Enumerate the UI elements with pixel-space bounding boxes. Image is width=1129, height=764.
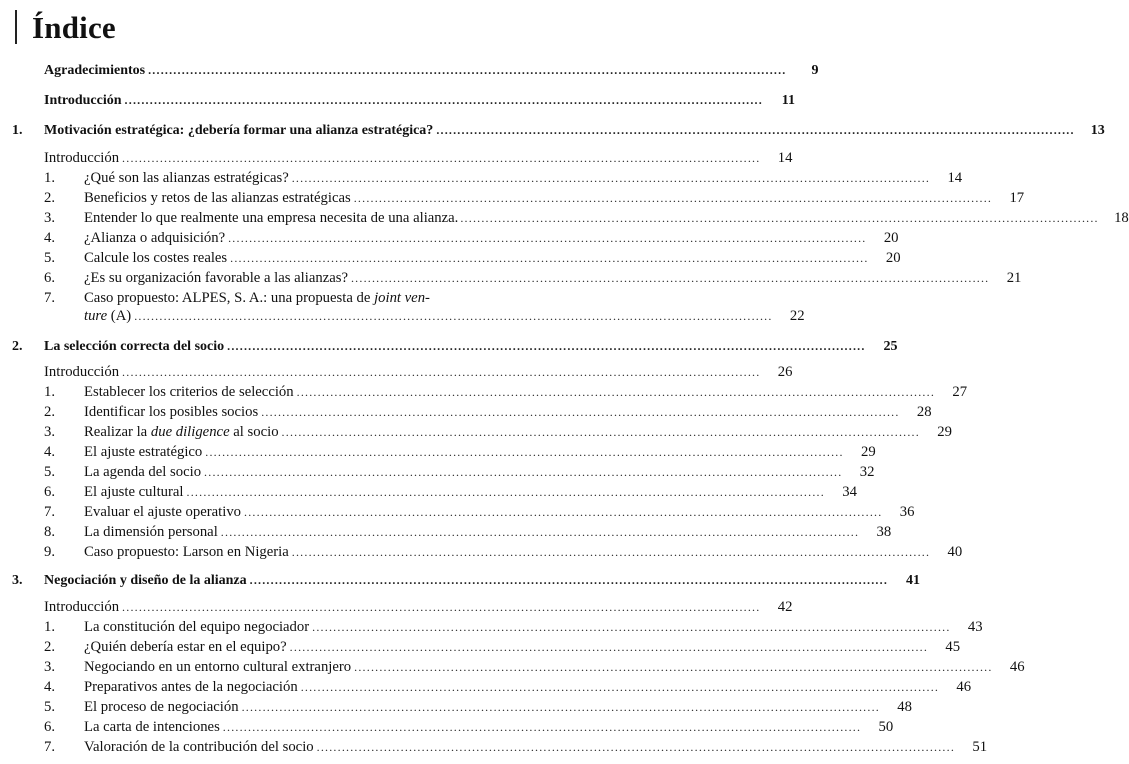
page-title: Índice bbox=[32, 10, 116, 45]
dot-leader bbox=[460, 208, 1098, 228]
dot-leader bbox=[292, 542, 930, 562]
entry-page: 46 bbox=[956, 679, 972, 695]
toc-entry[interactable] bbox=[0, 402, 932, 422]
entry-title: Preparativos antes de la negociación bbox=[84, 679, 298, 695]
chapter-title: Motivación estratégica: ¿debería formar una alianza estratégica? bbox=[44, 123, 434, 138]
entry-number: 4. bbox=[44, 444, 56, 460]
entry-title: El ajuste estratégico bbox=[84, 444, 203, 460]
entry-title: ¿Quién debería estar en el equipo? bbox=[84, 639, 287, 655]
entry-number: 8. bbox=[44, 524, 56, 540]
entry-title: Entender lo que realmente una empresa necesita de una alianza. bbox=[84, 210, 459, 226]
entry-title-italic: due diligence bbox=[150, 424, 230, 440]
chapter-title: Negociación y diseño de la alianza bbox=[44, 573, 247, 588]
entry-title: Valoración de la contribución del socio bbox=[84, 739, 314, 755]
dot-leader bbox=[312, 617, 950, 637]
entry-title: La agenda del socio bbox=[84, 464, 202, 480]
entry-number: 5. bbox=[44, 464, 56, 480]
entry-title-part: (A) bbox=[107, 308, 132, 324]
entry-number: 9. bbox=[44, 544, 56, 560]
dot-leader bbox=[227, 336, 865, 356]
entry-title: Identificar los posibles socios bbox=[84, 404, 259, 420]
toc-entry-multiline[interactable] bbox=[84, 288, 527, 308]
dot-leader bbox=[297, 382, 935, 402]
entry-title: ¿Qué son las alianzas estratégicas? bbox=[84, 170, 289, 186]
dot-leader bbox=[228, 228, 866, 248]
dot-leader bbox=[205, 442, 843, 462]
entry-title: ¿Es su organización favorable a las alianzas? bbox=[84, 270, 348, 286]
dot-leader bbox=[301, 677, 939, 697]
entry-title: El ajuste cultural bbox=[84, 484, 184, 500]
entry-title-part: al socio bbox=[229, 424, 279, 440]
margin-rule bbox=[15, 10, 17, 44]
entry-title-italic: joint ven- bbox=[374, 290, 430, 306]
dot-leader bbox=[354, 657, 992, 677]
toc-entry[interactable] bbox=[0, 148, 793, 168]
entry-number: 1. bbox=[44, 619, 56, 635]
entry-title-italic: ture bbox=[84, 308, 108, 324]
entry-number: 3. bbox=[44, 659, 56, 675]
toc-entry[interactable] bbox=[0, 617, 983, 637]
entry-number: 4. bbox=[44, 679, 56, 695]
toc-entry[interactable] bbox=[0, 382, 968, 402]
chapter-heading[interactable] bbox=[0, 570, 921, 590]
entry-page: 22 bbox=[789, 308, 805, 324]
entry-title: Calcule los costes reales bbox=[84, 250, 228, 266]
toc-entry[interactable] bbox=[0, 502, 915, 522]
toc-entry[interactable] bbox=[0, 697, 912, 717]
dot-leader bbox=[436, 120, 1074, 140]
chapter-heading[interactable] bbox=[0, 336, 898, 356]
toc-entry[interactable] bbox=[0, 637, 961, 657]
entry-page: 32 bbox=[859, 464, 875, 480]
entry-number: 6. bbox=[44, 719, 56, 735]
entry-number: 7. bbox=[44, 290, 56, 306]
toc-entry-agradecimientos[interactable] bbox=[0, 60, 819, 80]
entry-number: 5. bbox=[44, 250, 56, 266]
dot-leader bbox=[230, 248, 868, 268]
entry-page: 46 bbox=[1009, 659, 1025, 675]
toc-entry[interactable] bbox=[0, 522, 892, 542]
entry-page: 34 bbox=[842, 484, 857, 500]
entry-title: Introducción bbox=[44, 93, 122, 108]
entry-title: El proceso de negociación bbox=[84, 699, 239, 715]
entry-title: La dimensión personal bbox=[84, 524, 218, 540]
entry-page: 18 bbox=[1114, 210, 1129, 226]
dot-leader bbox=[261, 402, 899, 422]
entry-title: Caso propuesto: Larson en Nigeria bbox=[84, 544, 289, 560]
entry-page: 14 bbox=[777, 150, 793, 166]
entry-title: ¿Alianza o adquisición? bbox=[84, 230, 226, 246]
entry-title: La carta de intenciones bbox=[84, 719, 220, 735]
toc-entry[interactable] bbox=[0, 597, 793, 617]
entry-title: Negociando en un entorno cultural extranjero bbox=[84, 659, 352, 675]
entry-number: 3. bbox=[44, 210, 56, 226]
dot-leader bbox=[223, 717, 861, 737]
entry-title-part: Realizar la bbox=[84, 424, 151, 440]
entry-number: 6. bbox=[44, 484, 56, 500]
toc-entry[interactable] bbox=[0, 422, 952, 442]
toc-entry[interactable] bbox=[0, 462, 875, 482]
entry-page: 9 bbox=[811, 63, 819, 78]
chapter-page: 13 bbox=[1090, 123, 1105, 138]
dot-leader bbox=[242, 697, 880, 717]
dot-leader bbox=[148, 60, 786, 80]
entry-page: 29 bbox=[861, 444, 876, 460]
toc-entry[interactable] bbox=[0, 542, 963, 562]
toc-entry[interactable] bbox=[0, 482, 857, 502]
dot-leader bbox=[351, 268, 989, 288]
entry-title: Introducción bbox=[44, 150, 120, 166]
entry-page: 28 bbox=[916, 404, 932, 420]
entry-page: 51 bbox=[972, 739, 988, 755]
entry-page: 11 bbox=[781, 93, 795, 108]
entry-page: 20 bbox=[883, 230, 899, 246]
toc-entry[interactable] bbox=[0, 677, 972, 697]
dot-leader bbox=[204, 462, 842, 482]
entry-page: 26 bbox=[777, 364, 793, 380]
entry-page: 38 bbox=[876, 524, 892, 540]
entry-number: 7. bbox=[44, 739, 56, 755]
chapter-page: 25 bbox=[883, 339, 898, 354]
entry-page: 29 bbox=[937, 424, 952, 440]
entry-page: 45 bbox=[945, 639, 961, 655]
toc-entry[interactable] bbox=[0, 248, 901, 268]
entry-number: 5. bbox=[44, 699, 56, 715]
entry-number: 2. bbox=[44, 404, 56, 420]
entry-page: 14 bbox=[947, 170, 963, 186]
entry-title: Beneficios y retos de las alianzas estratégicas bbox=[84, 190, 351, 206]
chapter-page: 41 bbox=[906, 573, 921, 588]
entry-page: 50 bbox=[878, 719, 894, 735]
toc-entry-continuation[interactable] bbox=[0, 306, 805, 326]
entry-page: 20 bbox=[885, 250, 901, 266]
chapter-title: La selección correcta del socio bbox=[44, 339, 225, 354]
entry-title: La constitución del equipo negociador bbox=[84, 619, 310, 635]
toc-entry[interactable] bbox=[0, 737, 988, 757]
dot-leader bbox=[317, 737, 955, 757]
dot-leader bbox=[122, 597, 760, 617]
dot-leader bbox=[354, 188, 992, 208]
entry-number: 6. bbox=[44, 270, 56, 286]
entry-page: 36 bbox=[899, 504, 915, 520]
dot-leader bbox=[282, 422, 920, 442]
entry-page: 48 bbox=[897, 699, 912, 715]
toc-entry[interactable] bbox=[0, 717, 894, 737]
entry-page: 17 bbox=[1009, 190, 1025, 206]
dot-leader bbox=[250, 570, 888, 590]
entry-number: 1. bbox=[44, 170, 56, 186]
dot-leader bbox=[290, 637, 928, 657]
entry-page: 43 bbox=[967, 619, 983, 635]
entry-title: Establecer los criterios de selección bbox=[84, 384, 294, 400]
toc-entry[interactable] bbox=[0, 228, 899, 248]
dot-leader bbox=[187, 482, 825, 502]
toc-entry[interactable] bbox=[0, 168, 963, 188]
dot-leader bbox=[221, 522, 859, 542]
entry-number: 1. bbox=[44, 384, 56, 400]
toc-entry-introduccion[interactable] bbox=[0, 90, 795, 110]
entry-number: 3. bbox=[44, 424, 56, 440]
entry-page: 21 bbox=[1006, 270, 1022, 286]
entry-number: 4. bbox=[44, 230, 56, 246]
toc-entry[interactable] bbox=[0, 268, 1022, 288]
chapter-heading[interactable] bbox=[0, 120, 1105, 140]
entry-title: Agradecimientos bbox=[44, 63, 146, 78]
chapter-number: 2. bbox=[12, 339, 23, 354]
dot-leader bbox=[292, 168, 930, 188]
entry-page: 27 bbox=[952, 384, 968, 400]
entry-number: 7. bbox=[44, 504, 56, 520]
chapter-number: 3. bbox=[12, 573, 23, 588]
entry-title-part: Caso propuesto: ALPES, S. A.: una propuesta de bbox=[84, 290, 375, 306]
entry-title: Evaluar el ajuste operativo bbox=[84, 504, 242, 520]
entry-page: 42 bbox=[777, 599, 793, 615]
dot-leader bbox=[122, 148, 760, 168]
entry-title: Introducción bbox=[44, 364, 120, 380]
toc-entry[interactable] bbox=[0, 208, 1129, 228]
dot-leader bbox=[125, 90, 763, 110]
entry-page: 40 bbox=[947, 544, 963, 560]
toc-entry[interactable] bbox=[0, 188, 1025, 208]
dot-leader bbox=[134, 306, 772, 326]
toc-entry[interactable] bbox=[0, 442, 876, 462]
entry-number: 2. bbox=[44, 190, 56, 206]
chapter-number: 1. bbox=[12, 123, 23, 138]
dot-leader bbox=[122, 362, 760, 382]
toc-entry[interactable] bbox=[0, 657, 1025, 677]
dot-leader bbox=[244, 502, 882, 522]
toc-entry[interactable] bbox=[0, 362, 793, 382]
entry-title: Introducción bbox=[44, 599, 120, 615]
entry-number: 2. bbox=[44, 639, 56, 655]
